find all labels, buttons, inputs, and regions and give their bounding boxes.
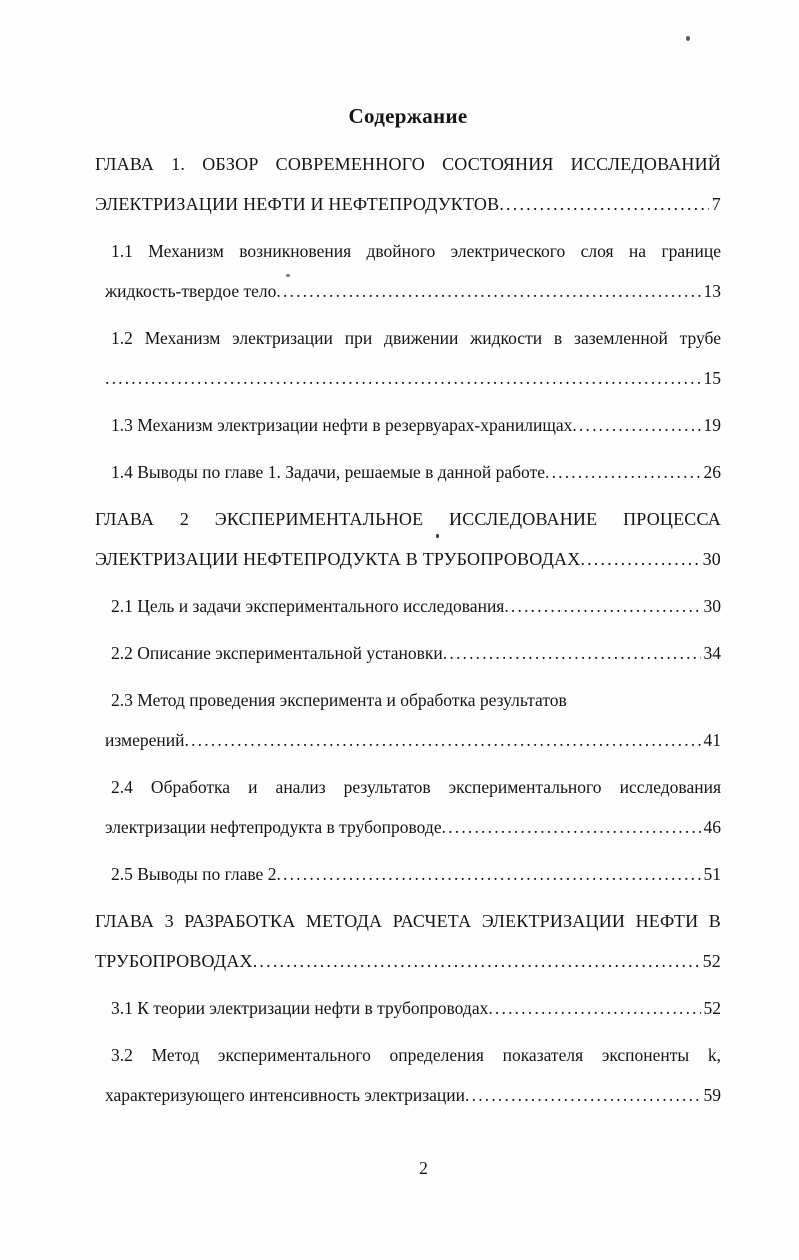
toc-line — [95, 144, 721, 184]
toc-line — [95, 941, 721, 981]
dot-leader — [499, 184, 708, 224]
toc-page-number: 52 — [703, 998, 721, 1018]
toc-page-number: 26 — [703, 462, 721, 482]
toc-entry-text: характеризующего интенсивность электризации — [105, 1085, 466, 1105]
toc-line — [105, 452, 721, 492]
toc-line — [105, 1075, 721, 1115]
toc-line — [105, 231, 721, 271]
toc-entry-text: измерений — [105, 730, 185, 750]
toc-entry-text: 1.3 Механизм электризации нефти в резервуарах-хранилищах — [111, 415, 573, 435]
toc-entry-2-4 — [105, 767, 721, 847]
scan-artifact-dot — [686, 36, 690, 41]
scan-artifact-dot — [436, 534, 439, 538]
dot-leader — [105, 358, 701, 398]
toc-entry-text: 1.1 Механизм возникновения двойного электрического слоя на границе — [111, 241, 721, 261]
page-number: 2 — [419, 1158, 428, 1178]
toc-line — [105, 1035, 721, 1075]
toc-line — [105, 680, 721, 720]
toc-page-number: 7 — [711, 194, 721, 214]
toc-page-number: 46 — [703, 817, 721, 837]
toc-entry-text: 2.1 Цель и задачи экспериментального исследования — [111, 596, 505, 616]
toc-entry-text: 3.2 Метод экспериментального определения показателя экспоненты k, — [111, 1045, 721, 1065]
toc-entry-2-5 — [105, 854, 721, 894]
dot-leader — [443, 633, 701, 673]
dot-leader — [488, 988, 700, 1028]
toc-entry-text: ЭЛЕКТРИЗАЦИИ НЕФТИ И НЕФТЕПРОДУКТОВ — [95, 194, 500, 214]
toc-page-number: 52 — [702, 951, 721, 971]
scan-artifact-dot — [286, 274, 290, 277]
toc-line — [95, 499, 721, 539]
toc-entry-text: 3.1 К теории электризации нефти в трубопроводах — [111, 998, 489, 1018]
toc-entry-1-2 — [105, 318, 721, 398]
toc-entry-text: 1.4 Выводы по главе 1. Задачи, решаемые в данной работе — [111, 462, 545, 482]
dot-leader — [465, 1075, 700, 1115]
toc-entry-text: 2.3 Метод проведения эксперимента и обработка результатов — [111, 690, 567, 710]
toc-entry-text: 2.2 Описание экспериментальной установки — [111, 643, 443, 663]
dot-leader — [572, 405, 700, 445]
toc-page-number: 30 — [702, 549, 721, 569]
toc-entry-text: ГЛАВА 1. ОБЗОР СОВРЕМЕННОГО СОСТОЯНИЯ ИССЛЕДОВАНИЙ — [95, 154, 721, 174]
dot-leader — [442, 807, 701, 847]
toc-entry-3-1 — [105, 988, 721, 1028]
toc-page-number: 34 — [703, 643, 721, 663]
toc-line — [105, 633, 721, 673]
page-title: Содержание — [348, 104, 468, 128]
toc-entry-text: ТРУБОПРОВОДАХ — [95, 951, 253, 971]
dot-leader — [253, 941, 700, 981]
toc-entry-2-1 — [105, 586, 721, 626]
toc-page-number: 51 — [703, 864, 721, 884]
dot-leader — [580, 539, 699, 579]
toc-page-number: 13 — [703, 281, 721, 301]
toc-page-number: 59 — [703, 1085, 721, 1105]
toc-line — [95, 901, 721, 941]
dot-leader — [276, 854, 700, 894]
toc-line — [105, 988, 721, 1028]
toc-entry-chapter-3 — [95, 901, 721, 981]
toc-line — [95, 539, 721, 579]
toc-line — [105, 807, 721, 847]
toc-entry-chapter-2 — [95, 499, 721, 579]
dot-leader — [185, 720, 701, 760]
toc-line — [105, 271, 721, 311]
toc-line — [105, 405, 721, 445]
toc-line — [105, 586, 721, 626]
dot-leader — [504, 586, 700, 626]
toc-entry-text: электризации нефтепродукта в трубопроводе — [105, 817, 442, 837]
toc-entry-text: ГЛАВА 2 ЭКСПЕРИМЕНТАЛЬНОЕ ИССЛЕДОВАНИЕ ПРОЦЕССА — [95, 509, 721, 529]
toc-page-number: 15 — [703, 368, 721, 388]
toc-line — [105, 854, 721, 894]
toc-entry-1-1 — [105, 231, 721, 311]
toc-entry-text: жидкость-твердое тело — [105, 281, 277, 301]
toc-entry-text: ЭЛЕКТРИЗАЦИИ НЕФТЕПРОДУКТА В ТРУБОПРОВОДАХ — [95, 549, 581, 569]
toc-entry-text: 1.2 Механизм электризации при движении жидкости в заземленной трубе — [111, 328, 721, 348]
toc-entry-3-2 — [105, 1035, 721, 1115]
toc-line — [105, 358, 721, 398]
toc-page-number: 30 — [703, 596, 721, 616]
toc-line — [105, 318, 721, 358]
dot-leader — [276, 271, 700, 311]
toc-entry-1-4 — [105, 452, 721, 492]
toc-entry-text: 2.5 Выводы по главе 2 — [111, 864, 277, 884]
dot-leader — [545, 452, 701, 492]
toc-entry-text: 2.4 Обработка и анализ результатов экспериментального исследования — [111, 777, 721, 797]
toc-entry-text: ГЛАВА 3 РАЗРАБОТКА МЕТОДА РАСЧЕТА ЭЛЕКТРИЗАЦИИ НЕФТИ В — [95, 911, 721, 931]
toc-entry-1-3 — [105, 405, 721, 445]
toc-entry-2-2 — [105, 633, 721, 673]
toc-line — [95, 184, 721, 224]
toc-line — [105, 767, 721, 807]
toc-entry-chapter-1 — [95, 144, 721, 224]
toc-page-number: 41 — [703, 730, 721, 750]
toc-page-number: 19 — [703, 415, 721, 435]
toc-entry-2-3 — [105, 680, 721, 760]
toc-line — [105, 720, 721, 760]
